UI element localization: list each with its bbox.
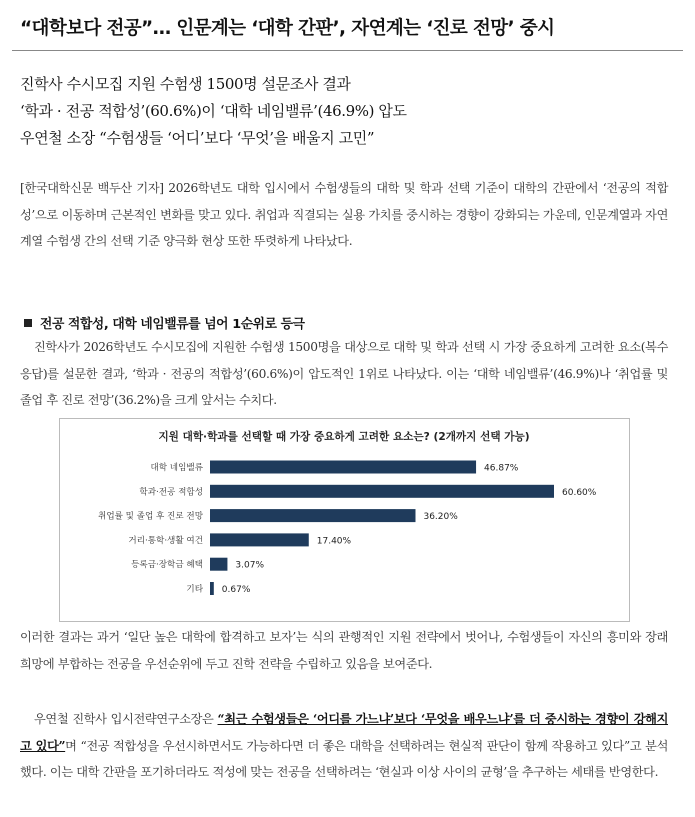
chart-category-label: 취업률 및 졸업 후 진로 전망 <box>98 511 203 522</box>
chart-title: 지원 대학·학과를 선택할 때 가장 중요하게 고려한 요소는? (2개까지 선택 가능) <box>158 431 530 443</box>
para4-rest: 며 “전공 적합성을 우선시하면서도 가능하다면 더 좋은 대학을 선택하려는 현실적 판단이 함께 작용하고 있다”고 분석했다. 이는 대학 간판을 포기하더라도 적성에 맞는 전공을 선택하려는 ‘현실과 이상 사이의 균형’을 추구하는 세태를 반영한다. <box>20 738 668 779</box>
intro-paragraph: [한국대학신문 백두산 기자] 2026학년도 대학 입시에서 수험생들의 대학 및 학과 선택 기준이 대학의 간판에서 ‘전공의 적합성’으로 이동하며 근본적인 변화를 맞고 있다. 취업과 직결되는 실용 가치를 중시하는 경향이 강화되는 가운데, 인문계열과 자연계열 수험생 간의 선택 기준 양극화 현상 또한 뚜렷하게 나타났다. <box>20 181 668 248</box>
highlighted-quote: “최근 수험생들은 ‘어디를 가느냐’보다 ‘무엇을 배우느냐’를 더 중시하는 경향이 강해지고 있다” <box>20 712 669 753</box>
chart-category-label: 기타 <box>186 584 203 595</box>
chart-bar <box>210 485 554 498</box>
subhead-1: 진학사 수시모집 지원 수험생 1500명 설문조사 결과 <box>20 75 351 93</box>
chart-category-label: 거리·통학·생활 여건 <box>128 535 203 546</box>
chart-bar <box>210 509 415 522</box>
section-heading <box>24 313 305 332</box>
headline-divider <box>12 50 683 51</box>
chart-value-label: 60.60% <box>562 487 597 498</box>
chart-value-label: 17.40% <box>316 536 352 547</box>
body-paragraph-2: 진학사가 2026학년도 수시모집에 지원한 수험생 1500명을 대상으로 대학 및 학과 선택 시 가장 중요하게 고려한 요소(복수 응답)를 설문한 결과, ‘학과 · 전공의 적합성’(60.6%)이 압도적인 1위로 나타났다. 이는 ‘대학 네임밸류’(46.9%)나 ‘취업률 및 졸업 후 진로 전망’(36.2%)을 크게 앞서는 수치다. <box>20 340 668 407</box>
subhead-2: ‘학과 · 전공 적합성’(60.6%)이 ‘대학 네임밸류’(46.9%) 압도 <box>20 102 407 120</box>
chart-category-label: 대학 네임밸류 <box>150 463 203 473</box>
subhead-3: 우연철 소장 “수험생들 ‘어디’보다 ‘무엇’을 배울지 고민” <box>20 129 375 147</box>
chart-category-label: 학과·전공 적합성 <box>139 487 203 498</box>
bar-chart <box>59 418 630 622</box>
square-bullet-icon <box>24 319 32 327</box>
section-heading-text: 전공 적합성, 대학 네임밸류를 넘어 1순위로 등극 <box>40 317 305 332</box>
bar-chart-svg <box>60 419 629 621</box>
chart-bars-group <box>98 461 597 596</box>
body-paragraph-3: 이러한 결과는 과거 ‘일단 높은 대학에 합격하고 보자’는 식의 관행적인 지원 전략에서 벗어나, 수험생들이 자신의 흥미와 장래 희망에 부합하는 전공을 우선순위에 두고 진학 전략을 수립하고 있음을 보여준다. <box>20 630 668 671</box>
para4-lead: 우연철 진학사 입시전략연구소장은 <box>34 712 218 726</box>
chart-bar <box>210 558 227 571</box>
body-paragraph-4 <box>20 706 668 786</box>
article-headline: “대학보다 전공”… 인문계는 ‘대학 간판’, 자연계는 ‘진로 전망’ 중시 <box>20 18 555 39</box>
chart-value-label: 36.20% <box>423 512 458 523</box>
chart-value-label: 3.07% <box>235 560 265 571</box>
chart-bar <box>210 582 214 595</box>
chart-bar <box>210 461 476 474</box>
chart-value-label: 46.87% <box>484 463 519 474</box>
chart-category-label: 등록금·장학금 혜택 <box>131 560 203 571</box>
chart-value-label: 0.67% <box>221 585 251 595</box>
chart-bar <box>210 533 309 546</box>
